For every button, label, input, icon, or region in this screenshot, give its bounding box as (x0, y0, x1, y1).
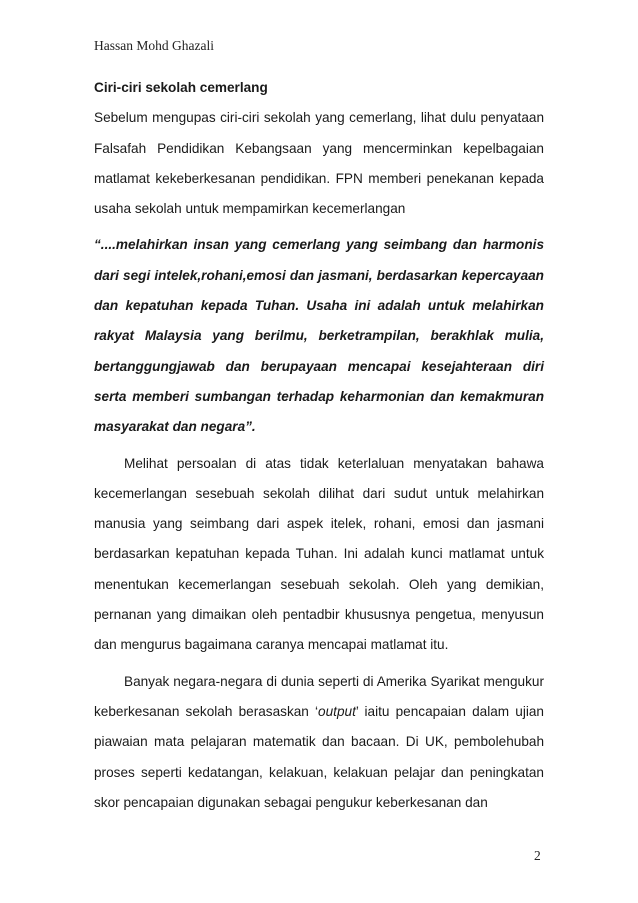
document-body (94, 73, 544, 818)
paragraph-3-text-start: Banyak negara-negara di dunia seperti di Amerika Syarikat mengukur keberkesanan sekolah berasaskan ‘ (94, 673, 544, 719)
paragraph-3-text-end: ’ iaitu pencapaian dalam ujian piawaian mata pelajaran matematik dan bacaan. Di UK, pembolehubah proses seperti kedatangan, kelakuan, kelakuan pelajar dan peningkatan skor pencapaian digunakan sebagai pengukur keberkesanan dan (94, 703, 544, 810)
page-number: 2 (534, 848, 541, 863)
paragraph-3 (94, 667, 544, 818)
page-header-author: Hassan Mohd Ghazali (94, 38, 214, 53)
intro-paragraph: Sebelum mengupas ciri-ciri sekolah yang cemerlang, lihat dulu penyataan Falsafah Pendidikan Kebangsaan yang mencerminkan kepelbagaian matlamat kekeberkesanan pendidikan. FPN memberi penekanan kepada usaha sekolah untuk mempamirkan kecemerlangan (94, 110, 544, 217)
output-term: output (318, 703, 356, 719)
section-heading: Ciri-ciri sekolah cemerlang (94, 80, 268, 95)
paragraph-2: Melihat persoalan di atas tidak keterlaluan menyatakan bahawa kecemerlangan sesebuah sekolah dilihat dari sudut untuk melahirkan manusia yang seimbang dari aspek itelek, rohani, emosi dan jasmani berdasarkan kepatuhan kepada Tuhan. Ini adalah kunci matlamat untuk menentukan kecemerlangan sesebuah sekolah. Oleh yang demikian, pernanan yang dimaikan oleh pentadbir khususnya pengetua, menyusun dan mengurus bagaimana caranya mencapai matlamat itu. (94, 455, 544, 653)
fpk-quote: “....melahirkan insan yang cemerlang yang seimbang dan harmonis dari segi intelek,rohani,emosi dan jasmani, berdasarkan kepercayaan dan kepatuhan kepada Tuhan. Usaha ini adalah untuk melahirkan rakyat Malaysia yang berilmu, berketrampilan, berakhlak mulia, bertanggungjawab dan berupayaan mencapai kesejahteraan diri serta memberi sumbangan terhadap keharmonian dan kemakmuran masyarakat dan negara”. (94, 237, 544, 435)
